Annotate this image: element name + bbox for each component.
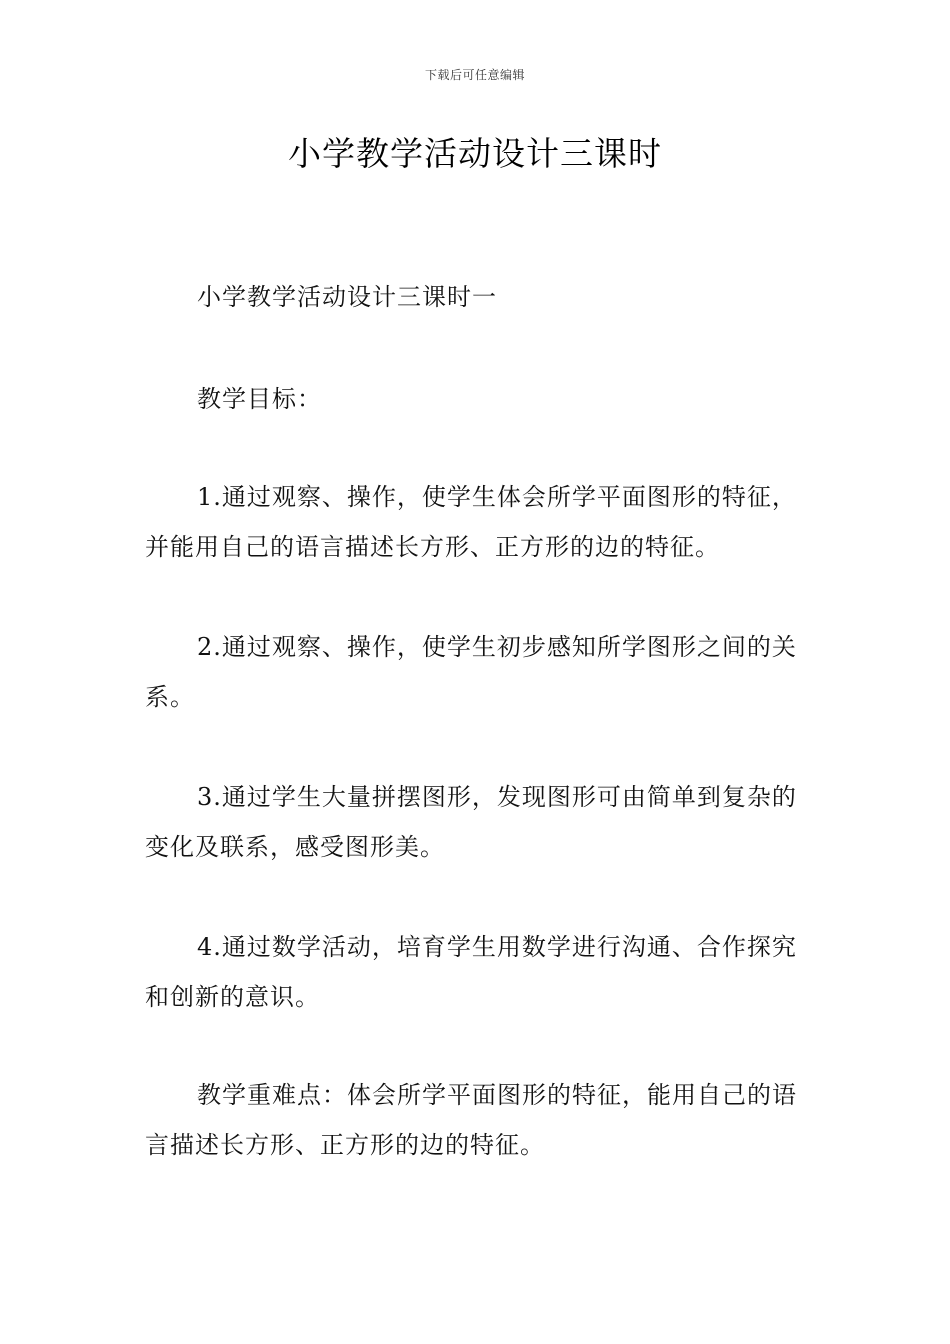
section-heading: 小学教学活动设计三课时一 (197, 283, 497, 311)
goal-item-2: 2.通过观察、操作，使学生初步感知所学图形之间的关系。 (145, 633, 797, 711)
key-difficulties: 教学重难点：体会所学平面图形的特征，能用自己的语言描述长方形、正方形的边的特征。 (145, 1081, 797, 1159)
header-note: 下载后可任意编辑 (424, 68, 525, 82)
document-title: 小学教学活动设计三课时 (288, 134, 662, 173)
goal-item-1: 1.通过观察、操作，使学生体会所学平面图形的特征，并能用自己的语言描述长方形、正方形的边的特征。 (145, 483, 797, 561)
goal-item-4: 4.通过数学活动，培育学生用数学进行沟通、合作探究和创新的意识。 (145, 933, 797, 1011)
goal-item-3: 3.通过学生大量拼摆图形，发现图形可由简单到复杂的变化及联系，感受图形美。 (145, 783, 797, 861)
teaching-goals-label: 教学目标： (197, 385, 322, 413)
